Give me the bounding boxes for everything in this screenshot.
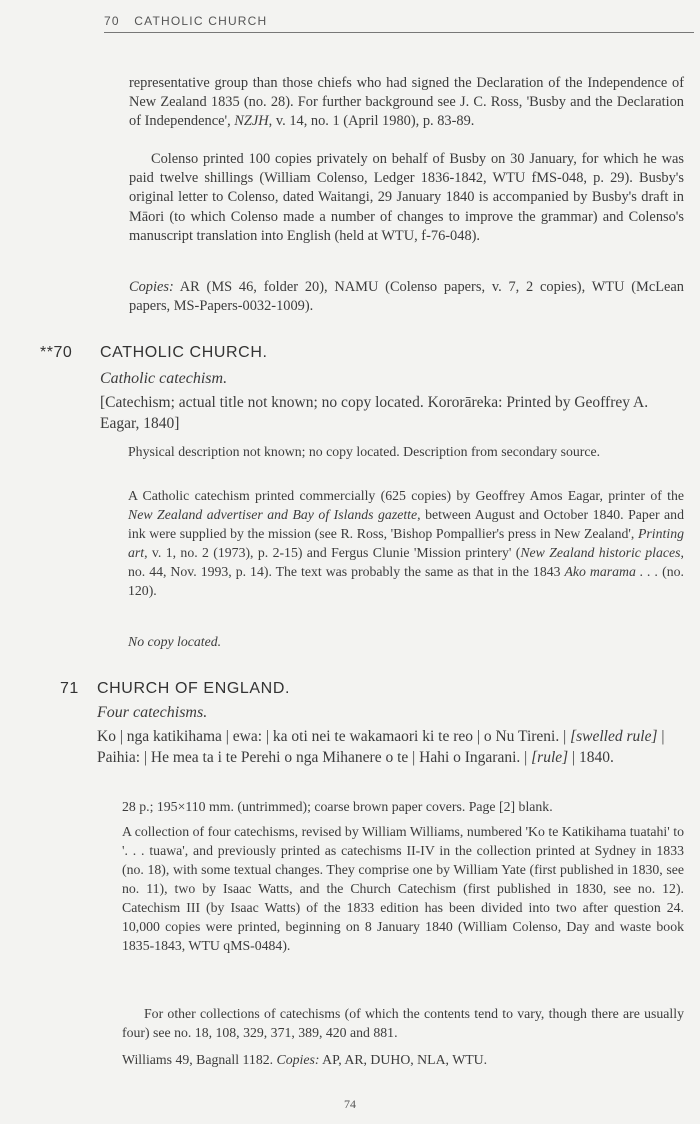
running-head-title: CATHOLIC CHURCH [134,14,268,28]
intro-copies [129,278,684,316]
entry-71-number: 71 [60,680,79,697]
entry-70-physical: Physical description not known; no copy located. Description from secondary source. [128,444,601,459]
n70-c-it: New Zealand historic places [520,545,681,560]
n70-e: (no. 120). [128,564,684,598]
entry-71-title: Four catechisms. [97,704,208,721]
page-folio: 74 [344,1097,356,1111]
entry-70-note [128,486,684,600]
intro-p1-end: , v. 14, no. 1 (April 1980), p. 83-89. [268,113,475,130]
r71-copies-text: AP, AR, DUHO, NLA, WTU. [319,1052,488,1067]
intro-paragraph-1 [129,74,684,132]
n70-c: , v. 1, no. 2 (1973), p. 2-15) and Fergus Clunie 'Mission printery' ( [144,545,521,560]
n70-a: A Catholic catechism printed commercially (625 copies) by Geoffrey Amos Eagar, printer of the [128,488,684,503]
running-head [104,14,694,33]
n70-a-it: New Zealand advertiser and Bay of Islands gazette [128,507,418,522]
entry-71-transcript [97,726,684,768]
entry-70-no-copy: No copy located. [128,634,222,649]
n70-d: , no. 44, Nov. 1993, p. 14). The text was probably the same as that in the 1843 [128,545,684,579]
intro-paragraph-2: Colenso printed 100 copies privately on behalf of Busby on 30 January, for which he was paid twelve shillings (William Colenso, Ledger 1836-1842, WTU fMS-048, p. 29). Busby's original letter to Colenso, dated Waitangi, 29 January 1840 is accompanied by Busby's draft in Māori (to which Colenso made a number of changes to improve the grammar) and Colenso's manuscript translation into English (held at WTU, f-76-048). [129,151,684,244]
r71-refs: Williams 49, Bagnall 1182. [122,1052,277,1067]
entry-71-references [122,1050,684,1069]
n70-b: , between August and October 1840. Paper and ink were supplied by the mission (see R. Ross, 'Bishop Pompallier's press in New Zealand', [128,507,684,541]
t71-a: Ko | nga katikihama | ewa: | ka oti nei te wakamaori ki te reo | o Nu Tireni. | [97,728,571,745]
n70-d-it: Ako marama . . . [564,564,659,579]
entry-71-note-2: For other collections of catechisms (of which the contents tend to vary, though there are usually four) see no. 18, 108, 329, 371, 389, 420 and 881. [122,1006,684,1040]
entry-71-heading: CHURCH OF ENGLAND. [97,680,291,697]
n70-b-it: Printing art [128,526,684,560]
entry-70-transcript: [Catechism; actual title not known; no copy located. Kororāreka: Printed by Geoffrey A. Eagar, 1840] [100,394,649,432]
copies-text: AR (MS 46, folder 20), NAMU (Colenso papers, v. 7, 2 copies), WTU (McLean papers, MS-Papers-0032-1009). [129,279,684,315]
entry-70-heading: CATHOLIC CHURCH. [100,344,268,361]
intro-p1-text: representative group than those chiefs who had signed the Declaration of the Independence of New Zealand 1835 (no. 28). For further background see J. C. Ross, 'Busby and the Declaration of Independence', [129,75,684,130]
t71-b: | Paihia: | He mea ta i te Perehi o nga Mihanere o te | Hahi o Ingarani. | [97,728,665,766]
t71-it1: [swelled rule] [570,728,658,745]
entry-71-physical: 28 p.; 195×110 mm. (untrimmed); coarse brown paper covers. Page [2] blank. [122,799,553,814]
copies-label: Copies: [129,279,174,295]
t71-it2: [rule] [531,749,569,766]
entry-70-number: **70 [40,344,73,361]
t71-c: | 1840. [568,749,614,766]
r71-copies-label: Copies: [276,1052,320,1067]
entry-71-note-1: A collection of four catechisms, revised by William Williams, numbered 'Ko te Katikihama tuatahi' to '. . . tuawa', and previously printed as catechisms II-IV in the collection printed at Sydney in 1833 (no. 18), with some textual changes. They comprise one by William Yate (first published in 1830, see no. 11), two by Isaac Watts, and the Church Catechism (first published in 1830, see no. 12). Catechism III (by Isaac Watts) of the 1833 edition has been divided into two after question 24. 10,000 copies were printed, beginning on 8 January 1840 (William Colenso, Day and waste book 1835-1843, WTU qMS-0484). [122,824,684,953]
running-head-page-number: 70 [104,14,120,28]
entry-70-title: Catholic catechism. [100,370,228,387]
intro-p1-journal: NZJH [234,113,269,130]
